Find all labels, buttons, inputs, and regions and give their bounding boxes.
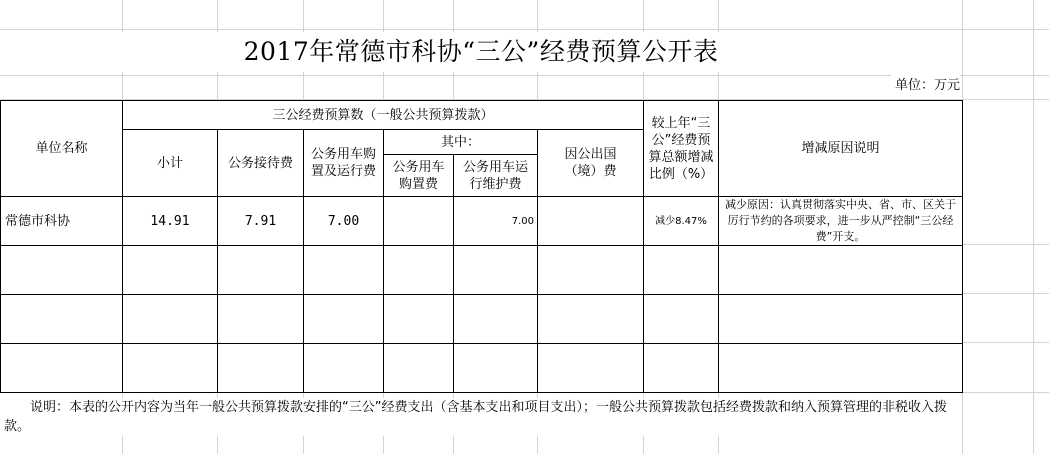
cell-change-ratio[interactable]: 减少8.47% <box>644 197 719 246</box>
empty-cell[interactable] <box>644 246 719 295</box>
empty-cell[interactable] <box>1 344 123 393</box>
empty-cell[interactable] <box>454 246 538 295</box>
header-vehicle-operation[interactable]: 公务用车运行维护费 <box>454 155 538 197</box>
cell-subtotal[interactable]: 14.91 <box>123 197 218 246</box>
header-subtotal[interactable]: 小计 <box>123 130 218 197</box>
empty-cell[interactable] <box>304 295 384 344</box>
header-change-ratio[interactable]: 较上年“三公”经费预算总额增减比例（%） <box>644 101 719 197</box>
empty-cell[interactable] <box>538 246 644 295</box>
header-reason[interactable]: 增减原因说明 <box>719 101 963 197</box>
cell-reception[interactable]: 7.91 <box>218 197 304 246</box>
header-overseas[interactable]: 因公出国（境）费 <box>538 130 644 197</box>
empty-cell[interactable] <box>1 246 123 295</box>
empty-cell[interactable] <box>384 295 454 344</box>
footnote <box>4 398 960 436</box>
empty-cell[interactable] <box>454 344 538 393</box>
empty-cell[interactable] <box>384 246 454 295</box>
empty-cell[interactable] <box>218 344 304 393</box>
empty-cell[interactable] <box>719 344 963 393</box>
sheet-title: 2017年常德市科协“三公”经费预算公开表 <box>0 32 962 72</box>
empty-cell[interactable] <box>719 295 963 344</box>
unit-label: 单位：万元 <box>891 75 960 97</box>
cell-overseas[interactable] <box>538 197 644 246</box>
grid-line <box>0 29 1049 30</box>
empty-cell[interactable] <box>1 295 123 344</box>
empty-cell[interactable] <box>123 246 218 295</box>
cell-unit-name[interactable]: 常德市科协 <box>1 197 123 246</box>
grid-line <box>1033 0 1034 454</box>
empty-cell[interactable] <box>218 246 304 295</box>
empty-cell[interactable] <box>644 344 719 393</box>
empty-cell[interactable] <box>123 295 218 344</box>
header-vehicle-total[interactable]: 公务用车购置及运行费 <box>304 130 384 197</box>
empty-cell[interactable] <box>384 344 454 393</box>
empty-cell[interactable] <box>644 295 719 344</box>
cell-reason[interactable]: 减少原因：认真贯彻落实中央、省、市、区关于厉行节约的各项要求，进一步从严控制“三公经费”开支。 <box>719 197 963 246</box>
empty-cell[interactable] <box>304 344 384 393</box>
header-budget-group[interactable]: 三公经费预算数（一般公共预算拨款） <box>123 101 644 130</box>
header-unit-name[interactable]: 单位名称 <box>1 101 123 197</box>
empty-cell[interactable] <box>538 295 644 344</box>
empty-cell[interactable] <box>123 344 218 393</box>
header-reception[interactable]: 公务接待费 <box>218 130 304 197</box>
empty-cell[interactable] <box>454 295 538 344</box>
header-vehicle-purchase[interactable]: 公务用车购置费 <box>384 155 454 197</box>
footnote-text: 说明：本表的公开内容为当年一般公共预算拨款安排的“三公”经费支出（含基本支出和项目支出）；一般公共预算拨款包括经费拨款和纳入预算管理的非税收入拨款。 <box>4 400 947 434</box>
empty-cell[interactable] <box>719 246 963 295</box>
cell-vehicle-total[interactable]: 7.00 <box>304 197 384 246</box>
budget-table <box>0 100 963 393</box>
header-of-which[interactable]: 其中： <box>384 130 538 155</box>
empty-cell[interactable] <box>304 246 384 295</box>
empty-cell[interactable] <box>538 344 644 393</box>
cell-vehicle-operation[interactable]: 7.00 <box>454 197 538 246</box>
empty-cell[interactable] <box>218 295 304 344</box>
cell-vehicle-purchase[interactable] <box>384 197 454 246</box>
